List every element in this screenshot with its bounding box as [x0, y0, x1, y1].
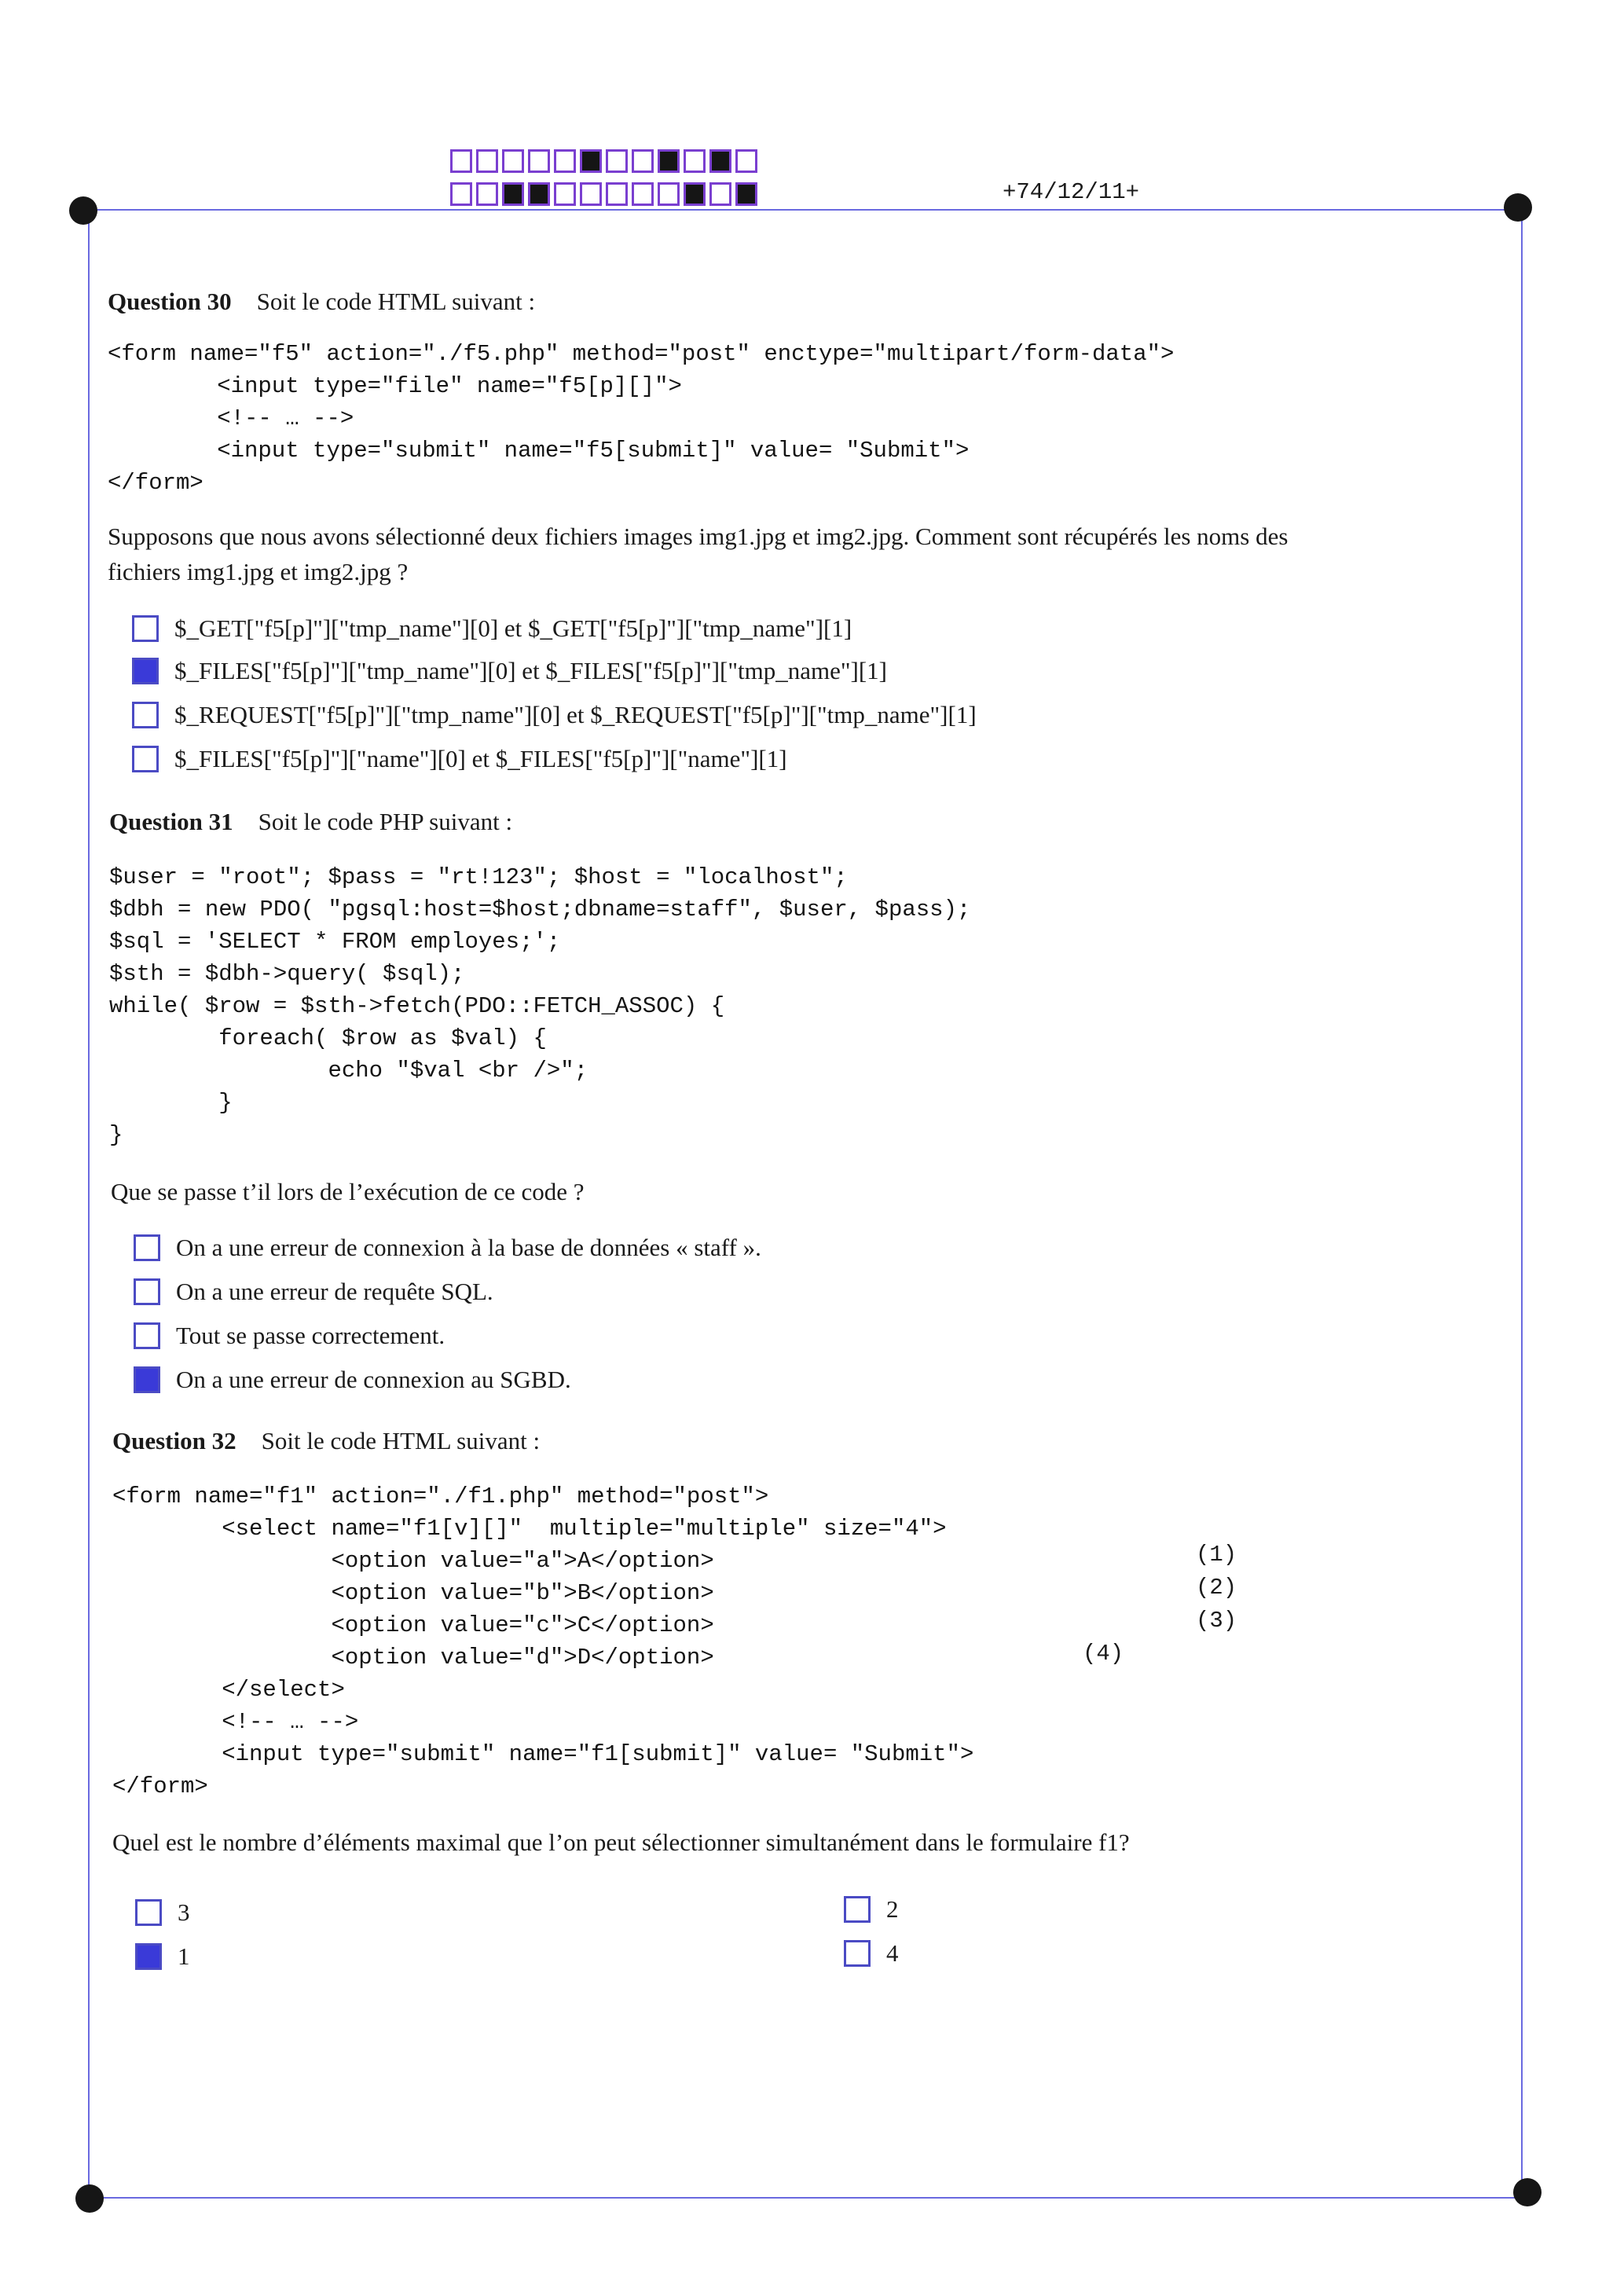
code-line: foreach( $row as $val) {	[109, 1025, 547, 1051]
code-line: $user = "root"; $pass = "rt!123"; $host = "localhost";	[109, 864, 848, 890]
checkbox[interactable]	[844, 1896, 871, 1923]
question-31-text: Que se passe t’il lors de l’exécution de ce code ?	[111, 1178, 585, 1205]
registration-mark-bottom-right	[1513, 2178, 1542, 2206]
code-box	[580, 182, 602, 206]
code-box	[476, 182, 498, 206]
code-line: }	[109, 1090, 233, 1116]
code-box	[684, 149, 706, 173]
question-30-intro: Soit le code HTML suivant :	[256, 288, 536, 315]
code-line: }	[109, 1122, 123, 1148]
code-line: <input type="submit" name="f5[submit]" value= "Submit">	[108, 438, 970, 464]
code-box	[528, 182, 550, 206]
code-line: </form>	[112, 1773, 208, 1799]
question-32-choice-4[interactable]	[844, 1936, 899, 1971]
code-box	[684, 182, 706, 206]
code-line: </form>	[108, 470, 203, 496]
choice-label: $_FILES["f5[p]"]["tmp_name"][0] et $_FILES["f5[p]"]["tmp_name"][1]	[174, 657, 887, 684]
choice-label: $_GET["f5[p]"]["tmp_name"][0] et $_GET["f5[p]"]["tmp_name"][1]	[174, 614, 852, 642]
code-box	[502, 182, 524, 206]
checkbox[interactable]	[134, 1234, 160, 1261]
question-32-title	[112, 1427, 540, 1455]
choice-label: On a une erreur de connexion au SGBD.	[176, 1366, 571, 1393]
sheet-id: +74/12/11+	[1003, 179, 1140, 205]
checkbox[interactable]	[844, 1940, 871, 1967]
code-line: $sth = $dbh->query( $sql);	[109, 961, 465, 987]
question-30-choice-4[interactable]	[132, 742, 787, 776]
checkbox[interactable]	[132, 658, 159, 684]
checkbox[interactable]	[135, 1943, 162, 1970]
question-31-number: Question 31	[109, 808, 233, 835]
choice-label: 1	[178, 1942, 190, 1970]
question-31-code	[109, 861, 970, 1151]
code-line: <option value="a">A</option>	[112, 1548, 714, 1574]
question-31-title	[109, 808, 512, 836]
question-30-number: Question 30	[108, 288, 232, 315]
option-marker-4: (4)	[1083, 1641, 1124, 1667]
code-box	[580, 149, 602, 173]
option-marker-2: (2)	[1196, 1575, 1237, 1601]
code-box	[554, 149, 576, 173]
question-30-choice-2[interactable]	[132, 654, 887, 688]
question-32-code	[112, 1480, 973, 1803]
question-31-choice-1[interactable]	[134, 1231, 761, 1265]
code-line: $dbh = new PDO( "pgsql:host=$host;dbname=staff", $user, $pass);	[109, 897, 971, 922]
code-line: <form name="f1" action="./f1.php" method="post">	[112, 1484, 769, 1509]
code-line: <!-- … -->	[108, 405, 354, 431]
code-box	[450, 182, 472, 206]
code-box	[606, 149, 628, 173]
code-box	[502, 149, 524, 173]
code-box	[658, 149, 680, 173]
question-32-choice-2[interactable]	[844, 1892, 899, 1927]
code-line: echo "$val <br />";	[109, 1058, 588, 1084]
code-box	[658, 182, 680, 206]
code-line: $sql = 'SELECT * FROM employes;';	[109, 929, 561, 955]
code-line: <form name="f5" action="./f5.php" method="post" enctype="multipart/form-data">	[108, 341, 1175, 367]
question-30-choice-3[interactable]	[132, 698, 977, 732]
code-boxes-row-2	[450, 182, 760, 206]
code-line: while( $row = $sth->fetch(PDO::FETCH_ASSOC) {	[109, 993, 725, 1019]
code-line: <option value="d">D</option>	[112, 1645, 714, 1671]
question-31-choice-3[interactable]	[134, 1319, 445, 1353]
choice-label: Tout se passe correctement.	[176, 1322, 445, 1349]
question-32-intro: Soit le code HTML suivant :	[261, 1427, 541, 1454]
checkbox[interactable]	[134, 1322, 160, 1349]
choice-label: $_FILES["f5[p]"]["name"][0] et $_FILES["f5[p]"]["name"][1]	[174, 745, 787, 772]
question-30-text-line-1: Supposons que nous avons sélectionné deux fichiers images img1.jpg et img2.jpg. Comment sont récupérés les noms des	[108, 523, 1289, 550]
question-32-text: Quel est le nombre d’éléments maximal que l’on peut sélectionner simultanément dans le formulaire f1?	[112, 1828, 1130, 1856]
checkbox[interactable]	[134, 1278, 160, 1305]
choice-label: 4	[886, 1939, 899, 1967]
code-box	[476, 149, 498, 173]
question-30-text	[108, 519, 1288, 589]
question-32-number: Question 32	[112, 1427, 236, 1454]
registration-mark-bottom-left	[75, 2184, 104, 2213]
choice-label: On a une erreur de connexion à la base de données « staff ».	[176, 1234, 761, 1261]
option-marker-1: (1)	[1196, 1542, 1237, 1568]
code-box	[606, 182, 628, 206]
code-box	[554, 182, 576, 206]
checkbox[interactable]	[132, 615, 159, 642]
code-boxes-row-1	[450, 149, 760, 173]
question-30-title	[108, 288, 535, 316]
checkbox[interactable]	[132, 702, 159, 728]
code-line: <input type="submit" name="f1[submit]" value= "Submit">	[112, 1741, 974, 1767]
code-box	[735, 149, 757, 173]
question-31-choice-4[interactable]	[134, 1363, 571, 1397]
checkbox[interactable]	[134, 1366, 160, 1393]
registration-mark-top-right	[1504, 193, 1532, 222]
question-31-intro: Soit le code PHP suivant :	[258, 808, 513, 835]
code-box	[450, 149, 472, 173]
code-line: <!-- … -->	[112, 1709, 359, 1735]
choice-label: $_REQUEST["f5[p]"]["tmp_name"][0] et $_REQUEST["f5[p]"]["tmp_name"][1]	[174, 701, 977, 728]
code-line: <select name="f1[v][]" multiple="multiple" size="4">	[112, 1516, 947, 1542]
question-30-text-line-2: fichiers img1.jpg et img2.jpg ?	[108, 558, 409, 585]
code-box	[632, 182, 654, 206]
question-31-choice-2[interactable]	[134, 1275, 493, 1309]
choice-label: 2	[886, 1895, 899, 1923]
choice-label: 3	[178, 1898, 190, 1926]
code-line: <option value="c">C</option>	[112, 1612, 714, 1638]
code-box	[709, 149, 731, 173]
code-box	[709, 182, 731, 206]
code-box	[735, 182, 757, 206]
option-marker-3: (3)	[1196, 1608, 1237, 1634]
question-30-code	[108, 338, 1174, 499]
code-box	[528, 149, 550, 173]
checkbox[interactable]	[132, 746, 159, 772]
checkbox[interactable]	[135, 1899, 162, 1926]
choice-label: On a une erreur de requête SQL.	[176, 1278, 493, 1305]
code-box	[632, 149, 654, 173]
question-32-choice-1[interactable]	[135, 1939, 190, 1974]
code-line: <option value="b">B</option>	[112, 1580, 714, 1606]
code-line: <input type="file" name="f5[p][]">	[108, 373, 682, 399]
question-32-choice-3[interactable]	[135, 1895, 190, 1930]
registration-mark-top-left	[69, 196, 97, 225]
question-30-choice-1[interactable]	[132, 611, 852, 646]
code-line: </select>	[112, 1677, 345, 1703]
